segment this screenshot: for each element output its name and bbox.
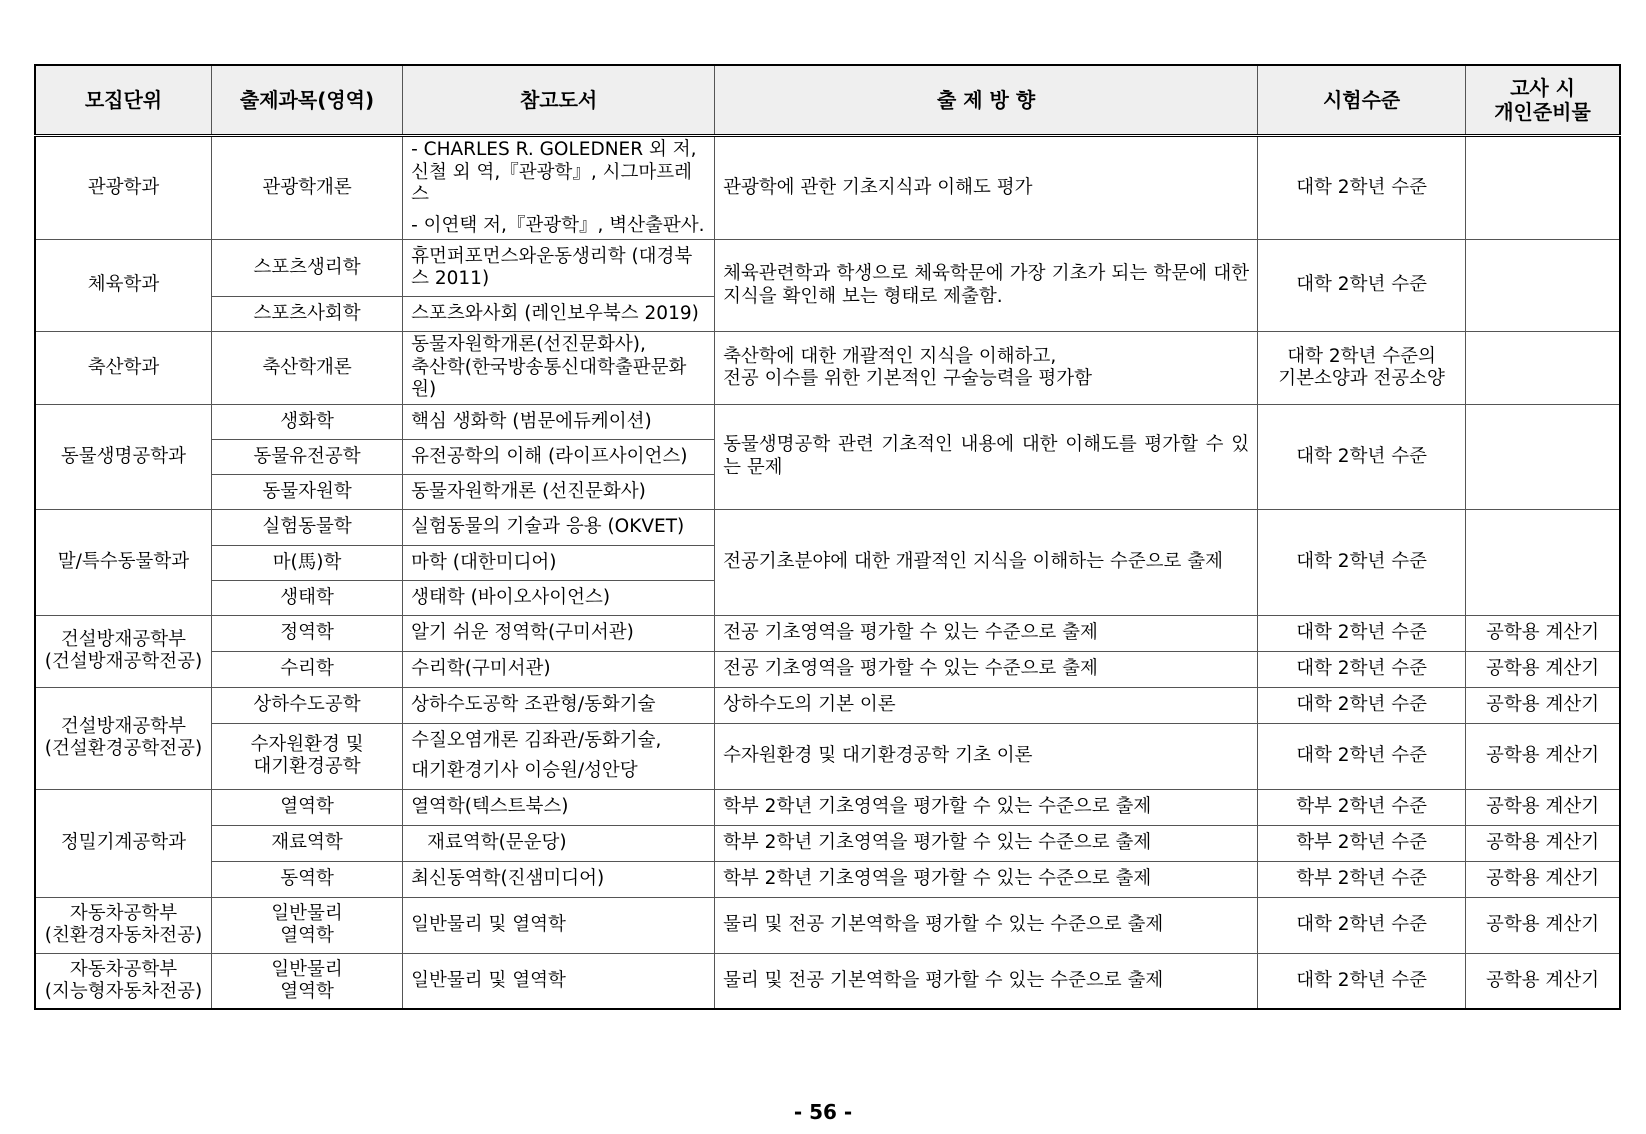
unit-cell: 동물생명공학과	[35, 404, 211, 509]
table-row	[35, 861, 1620, 897]
header-reference: 참고도서	[403, 65, 715, 136]
direction-line: 축산학에 대한 개괄적인 지식을 이해하고,	[723, 345, 1057, 367]
subject-line: 일반물리	[271, 902, 343, 924]
direction-cell: 동물생명공학 관련 기초적인 내용에 대한 이해도를 평가할 수 있는 문제	[715, 404, 1258, 509]
table-row	[35, 615, 1620, 651]
level-cell: 대학 2학년 수준	[1258, 404, 1466, 509]
materials-cell	[1466, 332, 1620, 405]
table-row	[35, 240, 1620, 297]
reference-cell: 수리학(구미서관)	[403, 651, 715, 687]
direction-cell: 물리 및 전공 기본역학을 평가할 수 있는 수준으로 출제	[715, 953, 1258, 1009]
unit-line: (지능형자동차전공)	[44, 981, 203, 1003]
direction-cell: 전공 기초영역을 평가할 수 있는 수준으로 출제	[715, 615, 1258, 651]
subject-cell: 관광학개론	[211, 136, 402, 240]
table-row	[35, 136, 1620, 240]
unit-cell	[35, 953, 211, 1009]
direction-cell	[715, 332, 1258, 405]
unit-cell	[35, 897, 211, 953]
level-cell: 대학 2학년 수준	[1258, 509, 1466, 615]
unit-cell: 말/특수동물학과	[35, 509, 211, 615]
subject-cell: 정역학	[211, 615, 402, 651]
header-level: 시험수준	[1258, 65, 1466, 136]
unit-line: 자동차공학부	[69, 958, 178, 980]
reference-cell: 동물자원학개론 (선진문화사)	[403, 474, 715, 509]
materials-cell: 공학용 계산기	[1466, 615, 1620, 651]
direction-cell: 학부 2학년 기초영역을 평가할 수 있는 수준으로 출제	[715, 861, 1258, 897]
unit-line: 건설방재공학부	[60, 628, 187, 650]
subject-cell: 동역학	[211, 861, 402, 897]
materials-cell: 공학용 계산기	[1466, 897, 1620, 953]
page-number: - 56 -	[793, 1100, 853, 1124]
unit-cell: 정밀기계공학과	[35, 789, 211, 897]
subject-line: 열역학	[280, 925, 334, 947]
reference-cell: 일반물리 및 열역학	[403, 897, 715, 953]
reference-line: - CHARLES R. GOLEDNER 외 저, 신철 외 역,『관광학』, 시그마프레스	[411, 139, 697, 206]
table-row	[35, 332, 1620, 405]
unit-line: (건설방재공학전공)	[44, 651, 203, 673]
level-line: 대학 2학년 수준의	[1287, 345, 1436, 367]
subject-cell: 수리학	[211, 651, 402, 687]
header-direction: 출 제 방 향	[715, 65, 1258, 136]
direction-cell: 상하수도의 기본 이론	[715, 687, 1258, 723]
subject-cell: 열역학	[211, 789, 402, 825]
subject-cell: 동물유전공학	[211, 439, 402, 474]
level-cell: 대학 2학년 수준	[1258, 897, 1466, 953]
reference-cell: 생태학 (바이오사이언스)	[403, 580, 715, 615]
subject-line: 대기환경공학	[253, 756, 361, 778]
table-row	[35, 897, 1620, 953]
direction-cell: 관광학에 관한 기초지식과 이해도 평가	[715, 136, 1258, 240]
reference-line: 수질오염개론 김좌관/동화기술,	[411, 729, 662, 751]
subject-cell	[211, 723, 402, 789]
reference-line: 축산학(한국방송통신대학출판문화원)	[411, 356, 687, 401]
reference-line: 대기환경기사 이승원/성안당	[411, 760, 638, 782]
reference-cell: 유전공학의 이해 (라이프사이언스)	[403, 439, 715, 474]
materials-cell: 공학용 계산기	[1466, 861, 1620, 897]
direction-cell: 학부 2학년 기초영역을 평가할 수 있는 수준으로 출제	[715, 789, 1258, 825]
materials-cell	[1466, 240, 1620, 332]
reference-cell: 열역학(텍스트북스)	[403, 789, 715, 825]
subject-cell	[211, 897, 402, 953]
header-materials-line: 개인준비물	[1494, 100, 1591, 124]
level-cell: 대학 2학년 수준	[1258, 615, 1466, 651]
subject-cell: 스포츠생리학	[211, 240, 402, 297]
header-materials	[1466, 65, 1620, 136]
subject-cell: 마(馬)학	[211, 545, 402, 580]
materials-cell	[1466, 509, 1620, 615]
reference-text: 재료역학(문운당)	[427, 832, 567, 854]
unit-line: 건설방재공학부	[60, 715, 187, 737]
reference-cell	[403, 723, 715, 789]
level-cell: 학부 2학년 수준	[1258, 861, 1466, 897]
unit-cell	[35, 615, 211, 687]
subject-cell: 생태학	[211, 580, 402, 615]
reference-cell	[403, 825, 715, 861]
reference-line: - 이연택 저,『관광학』, 벽산출판사.	[411, 214, 705, 236]
table-row	[35, 404, 1620, 439]
materials-cell	[1466, 136, 1620, 240]
table-row	[35, 687, 1620, 723]
level-cell: 대학 2학년 수준	[1258, 953, 1466, 1009]
subject-line: 일반물리	[271, 958, 343, 980]
level-line: 기본소양과 전공소양	[1278, 368, 1445, 390]
level-cell	[1258, 332, 1466, 405]
reference-cell: 마학 (대한미디어)	[403, 545, 715, 580]
materials-cell	[1466, 404, 1620, 509]
reference-cell	[403, 136, 715, 240]
table-row	[35, 953, 1620, 1009]
direction-cell: 전공 기초영역을 평가할 수 있는 수준으로 출제	[715, 651, 1258, 687]
reference-cell: 휴먼퍼포먼스와운동생리학 (대경북스 2011)	[403, 240, 715, 297]
reference-cell: 스포츠와사회 (레인보우북스 2019)	[403, 297, 715, 332]
unit-line: (친환경자동차전공)	[44, 925, 203, 947]
table-row	[35, 509, 1620, 545]
table-row	[35, 825, 1620, 861]
materials-cell: 공학용 계산기	[1466, 651, 1620, 687]
materials-cell: 공학용 계산기	[1466, 723, 1620, 789]
reference-cell: 실험동물의 기술과 응용 (OKVET)	[403, 509, 715, 545]
subject-cell: 스포츠사회학	[211, 297, 402, 332]
level-cell: 학부 2학년 수준	[1258, 789, 1466, 825]
level-cell: 대학 2학년 수준	[1258, 687, 1466, 723]
table-row	[35, 723, 1620, 789]
unit-cell: 체육학과	[35, 240, 211, 332]
header-materials-line: 고사 시	[1510, 75, 1575, 100]
reference-cell: 일반물리 및 열역학	[403, 953, 715, 1009]
reference-cell	[403, 332, 715, 405]
exam-subject-table	[34, 64, 1621, 1010]
direction-cell: 체육관련학과 학생으로 체육학문에 가장 기초가 되는 학문에 대한 지식을 확인해 보는 형태로 제출함.	[715, 240, 1258, 332]
unit-cell	[35, 687, 211, 789]
table-header-row	[35, 65, 1620, 136]
direction-cell: 학부 2학년 기초영역을 평가할 수 있는 수준으로 출제	[715, 825, 1258, 861]
direction-line: 전공 이수를 위한 기본적인 구술능력을 평가함	[723, 368, 1093, 390]
unit-line: (건설환경공학전공)	[44, 738, 203, 760]
reference-cell: 최신동역학(진샘미디어)	[403, 861, 715, 897]
reference-cell: 상하수도공학 조관형/동화기술	[403, 687, 715, 723]
level-cell: 대학 2학년 수준	[1258, 136, 1466, 240]
subject-cell: 재료역학	[211, 825, 402, 861]
subject-line: 수자원환경 및	[250, 733, 364, 755]
direction-cell: 물리 및 전공 기본역학을 평가할 수 있는 수준으로 출제	[715, 897, 1258, 953]
header-unit: 모집단위	[35, 65, 211, 136]
direction-cell: 수자원환경 및 대기환경공학 기초 이론	[715, 723, 1258, 789]
subject-cell	[211, 953, 402, 1009]
table-row	[35, 651, 1620, 687]
reference-line: 동물자원학개론(선진문화사),	[411, 334, 646, 356]
level-cell: 학부 2학년 수준	[1258, 825, 1466, 861]
subject-cell: 축산학개론	[211, 332, 402, 405]
level-cell: 대학 2학년 수준	[1258, 723, 1466, 789]
materials-cell: 공학용 계산기	[1466, 687, 1620, 723]
subject-cell: 실험동물학	[211, 509, 402, 545]
reference-cell: 핵심 생화학 (범문에듀케이션)	[403, 404, 715, 439]
materials-cell: 공학용 계산기	[1466, 825, 1620, 861]
materials-cell: 공학용 계산기	[1466, 789, 1620, 825]
level-cell: 대학 2학년 수준	[1258, 651, 1466, 687]
reference-cell: 알기 쉬운 정역학(구미서관)	[403, 615, 715, 651]
subject-cell: 생화학	[211, 404, 402, 439]
subject-cell: 동물자원학	[211, 474, 402, 509]
unit-line: 자동차공학부	[69, 902, 178, 924]
level-cell: 대학 2학년 수준	[1258, 240, 1466, 332]
materials-cell: 공학용 계산기	[1466, 953, 1620, 1009]
header-subject: 출제과목(영역)	[211, 65, 402, 136]
subject-cell: 상하수도공학	[211, 687, 402, 723]
unit-cell: 관광학과	[35, 136, 211, 240]
direction-cell: 전공기초분야에 대한 개괄적인 지식을 이해하는 수준으로 출제	[715, 509, 1258, 615]
table-row	[35, 789, 1620, 825]
subject-line: 열역학	[280, 981, 334, 1003]
unit-cell: 축산학과	[35, 332, 211, 405]
